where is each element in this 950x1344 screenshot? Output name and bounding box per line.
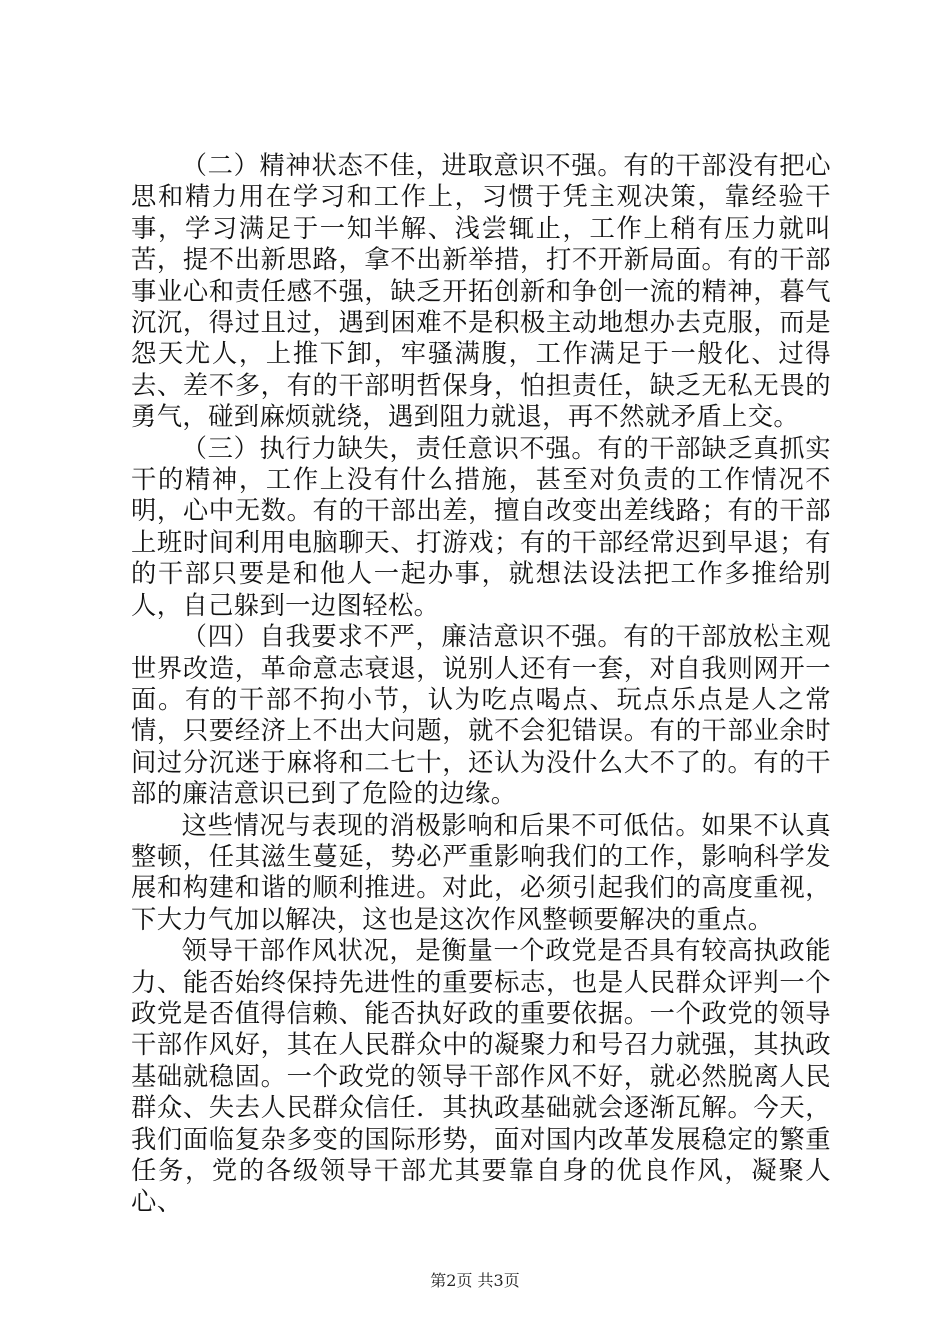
document-body	[131, 150, 831, 1218]
paragraph-2: （二）精神状态不佳，进取意识不强。有的干部没有把心思和精力用在学习和工作上，习惯于凭主观决策，靠经验干事，学习满足于一知半解、浅尝辄止，工作上稍有压力就叫苦，提不出新思路，拿不出新举措，打不开新局面。有的干部事业心和责任感不强，缺乏开拓创新和争创一流的精神，暮气沉沉，得过且过，遇到困难不是积极主动地想办去克服，而是怨天尤人，上推下卸，牢骚满腹，工作满足于一般化、过得去、差不多，有的干部明哲保身，怕担责任，缺乏无私无畏的勇气，碰到麻烦就绕，遇到阻力就退，再不然就矛盾上交。	[131, 151, 831, 432]
page-number-footer: 第2页 共3页	[430, 1271, 520, 1290]
paragraph-impact: 这些情况与表现的消极影响和后果不可低估。如果不认真整顿，任其滋生蔓延，势必严重影响我们的工作，影响科学发展和构建和谐的顺利推进。对此，必须引起我们的高度重视，下大力气加以解决，这也是这次作风整顿要解决的重点。	[131, 810, 831, 934]
paragraph-3: （三）执行力缺失，责任意识不强。有的干部缺乏真抓实干的精神，工作上没有什么措施，甚至对负责的工作情况不明，心中无数。有的干部出差，擅自改变出差线路；有的干部上班时间利用电脑聊天、打游戏；有的干部经常迟到早退；有的干部只要是和他人一起办事，就想法设法把工作多推给别人，自己躲到一边图轻松。	[131, 433, 831, 620]
paragraph-4: （四）自我要求不严，廉洁意识不强。有的干部放松主观世界改造，革命意志衰退，说别人还有一套，对自我则网开一面。有的干部不拘小节，认为吃点喝点、玩点乐点是人之常情，只要经济上不出大问题，就不会犯错误。有的干部业余时间过分沉迷于麻将和二七十，还认为没什么大不了的。有的干部的廉洁意识已到了危险的边缘。	[131, 622, 831, 809]
paragraph-leadership: 领导干部作风状况，是衡量一个政党是否具有较高执政能力、能否始终保持先进性的重要标志，也是人民群众评判一个政党是否值得信赖、能否执好政的重要依据。一个政党的领导干部作风好，其在人民群众中的凝聚力和号召力就强，其执政基础就稳固。一个政党的领导干部作风不好，就必然脱离人民群众、失去人民群众信任．其执政基础就会逐渐瓦解。今天，我们面临复杂多变的国际形势，面对国内改革发展稳定的繁重任务，党的各级领导干部尤其要靠自身的优良作风，凝聚人心、	[131, 936, 831, 1217]
